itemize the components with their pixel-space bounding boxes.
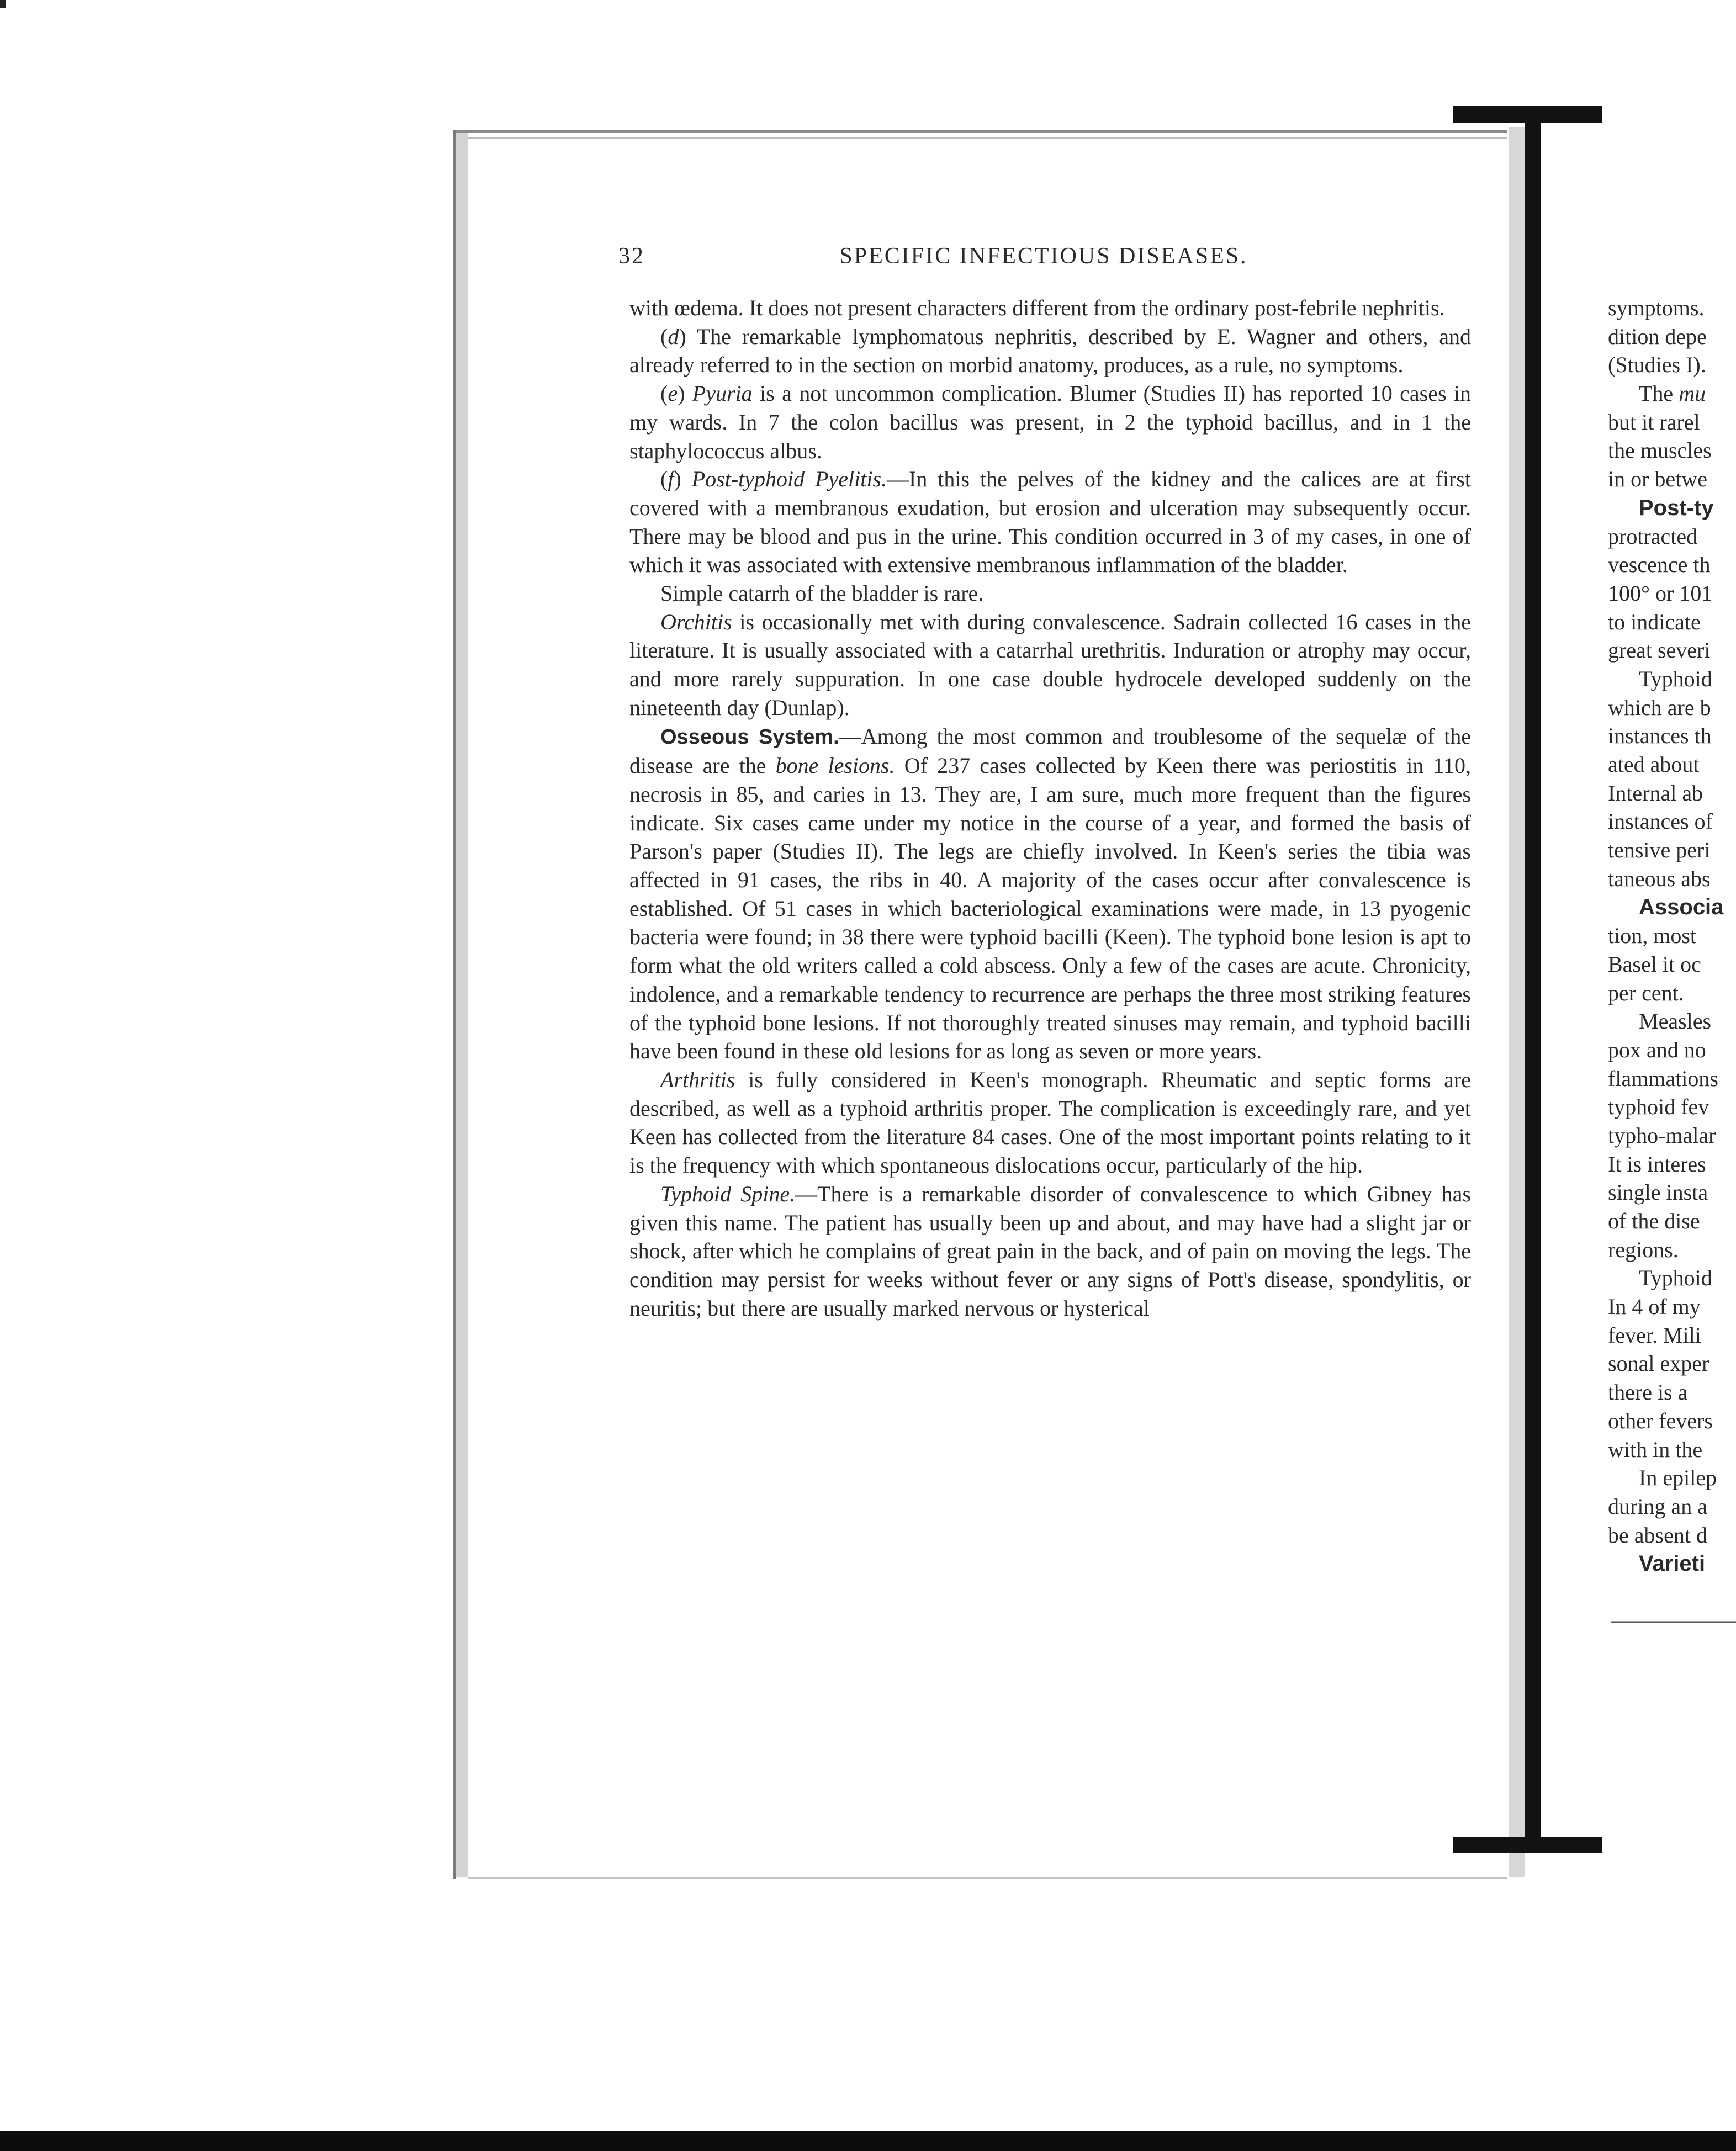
text-run: The bbox=[1639, 381, 1679, 406]
facing-page-line bbox=[1608, 950, 1736, 979]
paragraph bbox=[629, 465, 1471, 579]
section-heading: Varieti bbox=[1639, 1551, 1706, 1576]
text-run: there is a bbox=[1608, 1380, 1688, 1405]
paragraph bbox=[629, 722, 1471, 1066]
facing-page-line bbox=[1608, 1236, 1736, 1264]
book-spine-shadow bbox=[1509, 127, 1525, 1877]
text-run: —There is a remarkable disorder of convalescence to which Gibney has given this name. The patient has usually been up and about, and may have had a slight jar or shock, after which he complains of great pain in the back, and of pain on moving the legs. The condition may persist for weeks without fever or any signs of Pott's disease, spondylitis, or neuritis; but there are usually marked nervous or hysterical bbox=[629, 1181, 1472, 1321]
facing-page-line bbox=[1608, 779, 1736, 808]
text-run: In epilep bbox=[1639, 1465, 1717, 1491]
text-run: single insta bbox=[1608, 1180, 1708, 1205]
facing-page-line bbox=[1608, 351, 1736, 379]
text-run: is occasionally met with during convalescence. Sadrain collected 16 cases in the literature. It is usually associated with a catarrhal urethritis. Induration or atrophy may occur, and more rarely suppuration. In one case double hydrocele developed suddenly on the nineteenth day (Dunlap). bbox=[629, 609, 1471, 720]
text-run: ( bbox=[660, 467, 668, 492]
facing-page-line bbox=[1608, 665, 1736, 693]
facing-page-line bbox=[1608, 1264, 1736, 1292]
paragraph bbox=[629, 1180, 1471, 1323]
text-run: of the dise bbox=[1608, 1209, 1700, 1233]
italic-term: e bbox=[668, 381, 678, 406]
italic-term: Pyuria bbox=[692, 381, 753, 406]
facing-page-line bbox=[1608, 1093, 1736, 1121]
text-run: symptoms. bbox=[1608, 295, 1705, 320]
facing-page-line bbox=[1608, 1321, 1736, 1350]
text-run: ) The remarkable lymphomatous nephritis, described by E. Wagner and others, and already referred to in the section on morbid anatomy, produces, as a rule, no symptoms. bbox=[629, 324, 1471, 378]
text-run: is a not uncommon complication. Blumer (Studies II) has reported 10 cases in my wards. In 7 the colon bacillus was present, in 2 the typhoid bacillus, and in 1 the staphylococcus albus. bbox=[629, 381, 1472, 463]
facing-page-line bbox=[1608, 1378, 1736, 1407]
text-run: instances th bbox=[1608, 723, 1712, 749]
text-run: protracted bbox=[1608, 523, 1698, 549]
paragraph bbox=[629, 608, 1471, 722]
facing-page-line bbox=[1608, 1435, 1736, 1464]
facing-page-line bbox=[1608, 1121, 1736, 1150]
facing-page-line bbox=[1608, 1492, 1736, 1521]
book-spine bbox=[1525, 117, 1541, 1851]
italic-term: Arthritis bbox=[660, 1067, 735, 1092]
text-run: is fully considered in Keen's monograph. Rheumatic and septic forms are described, as well as a typhoid arthritis proper. The complication is exceedingly rare, and yet Keen has collected from the literature 84 cases. One of the most important points relating to it is the frequency with which spontaneous dislocations occur, particularly of the hip. bbox=[629, 1067, 1471, 1178]
text-run: flammations bbox=[1608, 1066, 1718, 1091]
text-run: great severi bbox=[1608, 638, 1711, 663]
text-run: typhoid fev bbox=[1608, 1094, 1709, 1120]
facing-page-line bbox=[1608, 1407, 1736, 1435]
text-run: to indicate bbox=[1608, 609, 1701, 634]
facing-page-line bbox=[1608, 1036, 1736, 1064]
text-run: ( bbox=[660, 381, 668, 406]
text-run: Typhoid bbox=[1639, 666, 1712, 691]
text-run: —In this the pelves of the kidney and the calices are at first covered with a membranous exudation, but erosion and ulceration may subsequently occur. There may be blood and pus in the urine. This condition occurred in 3 of my cases, in one of which it was associated with extensive membranous inflammation of the bladder. bbox=[629, 467, 1472, 578]
clip-bottom bbox=[1453, 1837, 1602, 1853]
facing-page-line bbox=[1608, 550, 1736, 579]
text-run: per cent. bbox=[1608, 980, 1684, 1005]
facing-page-line bbox=[1608, 494, 1736, 522]
section-heading: Osseous System. bbox=[660, 725, 839, 749]
running-head: SPECIFIC INFECTIOUS DISEASES. bbox=[839, 243, 1248, 269]
text-run: sonal exper bbox=[1608, 1351, 1709, 1376]
text-run: typho-malar bbox=[1608, 1122, 1716, 1148]
text-run: dition depe bbox=[1608, 324, 1707, 349]
facing-page-column bbox=[1608, 294, 1736, 1578]
clip-top bbox=[1453, 106, 1602, 123]
facing-page-line bbox=[1608, 722, 1736, 750]
italic-term: f bbox=[668, 467, 674, 492]
scanner-bottom-band bbox=[0, 2131, 1736, 2151]
facing-page-line bbox=[1608, 1349, 1736, 1378]
text-run: Of 237 cases collected by Keen there was periostitis in 110, necrosis in 85, and caries in 13. They are, I am sure, much more frequent than the figures indicate. Six cases came under my notice in the course of a year, and formed the basis of Parson's paper (Studies II). The legs are chiefly involved. In Keen's series the tibia was affected in 91 cases, the ribs in 40. A majority of the cases occur after convalescence is established. Of 51 cases in which bacteriological examinations were made, in 13 pyogenic bacteria were found; in 38 there were typhoid bacilli (Keen). The typhoid bone lesion is apt to form what the old writers called a cold abscess. Only a few of the cases are acute. Chronicity, indolence, and a remarkable tendency to recurrence are perhaps the three most striking features of the typhoid bone lesions. If not thoroughly treated sinuses may remain, and typhoid bacilli have been found in these old lesions for as long as seven or more years. bbox=[629, 753, 1472, 1064]
facing-page-line bbox=[1608, 921, 1736, 950]
paragraph bbox=[629, 322, 1471, 379]
facing-page-line bbox=[1608, 379, 1736, 408]
facing-page-line bbox=[1608, 1007, 1736, 1036]
text-run: be absent d bbox=[1608, 1522, 1707, 1548]
text-run: taneous abs bbox=[1608, 866, 1711, 891]
text-run: Simple catarrh of the bladder is rare. bbox=[660, 581, 984, 606]
facing-page-line bbox=[1608, 636, 1736, 665]
page-number: 32 bbox=[618, 243, 645, 269]
facing-page-line bbox=[1608, 1064, 1736, 1093]
facing-page-line bbox=[1608, 1207, 1736, 1236]
paragraph bbox=[629, 379, 1471, 465]
text-run: tensive peri bbox=[1608, 838, 1711, 863]
paragraph bbox=[629, 579, 1471, 608]
facing-page-line bbox=[1608, 1464, 1736, 1492]
facing-page-line bbox=[1608, 465, 1736, 494]
italic-term: mu bbox=[1679, 381, 1706, 406]
text-run: in or betwe bbox=[1608, 467, 1707, 492]
facing-page-line bbox=[1608, 865, 1736, 893]
facing-page-line bbox=[1608, 522, 1736, 551]
facing-page-line bbox=[1608, 1521, 1736, 1550]
main-text-column bbox=[629, 294, 1471, 1322]
text-run: It is interes bbox=[1608, 1151, 1706, 1177]
facing-page-line bbox=[1608, 1292, 1736, 1321]
text-run: ) bbox=[678, 381, 692, 406]
section-heading: Associa bbox=[1639, 895, 1724, 920]
text-run: ated about bbox=[1608, 752, 1700, 777]
text-run: other fevers bbox=[1608, 1408, 1713, 1433]
page-header bbox=[618, 243, 1469, 276]
book-page-stack bbox=[456, 133, 468, 1877]
facing-page-line bbox=[1608, 579, 1736, 608]
text-run: pox and no bbox=[1608, 1037, 1706, 1062]
book-page-left-edge bbox=[453, 130, 456, 1879]
text-run: with in the bbox=[1608, 1437, 1703, 1462]
facing-page-line bbox=[1608, 1150, 1736, 1179]
text-run: Measles bbox=[1639, 1009, 1712, 1034]
text-run: Typhoid bbox=[1639, 1265, 1712, 1291]
facing-page-line bbox=[1608, 979, 1736, 1008]
facing-page-line bbox=[1608, 608, 1736, 637]
facing-page-line bbox=[1608, 1178, 1736, 1207]
italic-term: Typhoid Spine. bbox=[660, 1181, 796, 1206]
text-run: instances of bbox=[1608, 809, 1713, 834]
text-run: fever. Mili bbox=[1608, 1322, 1701, 1348]
facing-page-line bbox=[1608, 436, 1736, 465]
text-run: ) bbox=[674, 467, 692, 492]
facing-page-line bbox=[1608, 1549, 1736, 1578]
facing-page-line bbox=[1608, 750, 1736, 779]
facing-page-line bbox=[1608, 893, 1736, 921]
italic-term: Orchitis bbox=[660, 609, 732, 634]
text-run: but it rarel bbox=[1608, 409, 1700, 435]
facing-page-line bbox=[1608, 408, 1736, 437]
text-run: Basel it oc bbox=[1608, 951, 1701, 977]
text-run: tion, most bbox=[1608, 923, 1697, 949]
text-run: Internal ab bbox=[1608, 780, 1703, 806]
text-run: which are b bbox=[1608, 695, 1711, 720]
paragraph bbox=[629, 1066, 1471, 1180]
text-run: regions. bbox=[1608, 1237, 1679, 1262]
italic-term: bone lesions. bbox=[775, 753, 895, 778]
facing-page-line bbox=[1608, 322, 1736, 351]
section-heading: Post-ty bbox=[1639, 495, 1714, 520]
text-run: the muscles bbox=[1608, 438, 1712, 463]
text-run: (Studies I). bbox=[1608, 352, 1706, 378]
text-run: during an a bbox=[1608, 1493, 1707, 1519]
text-run: —Among the most common and troublesome of the sequelæ of the disease are the bbox=[629, 723, 1471, 778]
text-run: In 4 of my bbox=[1608, 1294, 1701, 1320]
text-run: ( bbox=[660, 324, 668, 349]
facing-page-line bbox=[1608, 807, 1736, 836]
paragraph bbox=[629, 294, 1471, 322]
text-run: 100° or 101 bbox=[1608, 580, 1713, 606]
text-run: vescence th bbox=[1608, 552, 1711, 578]
facing-page-line bbox=[1608, 836, 1736, 865]
corner-mark bbox=[0, 0, 6, 8]
italic-term: d bbox=[668, 324, 679, 349]
italic-term: Post-typhoid Pyelitis. bbox=[691, 467, 887, 492]
text-run: with œdema. It does not present characters different from the ordinary post-febrile nephritis. bbox=[629, 295, 1445, 320]
facing-page-line bbox=[1608, 693, 1736, 722]
facing-page-line bbox=[1608, 294, 1736, 322]
